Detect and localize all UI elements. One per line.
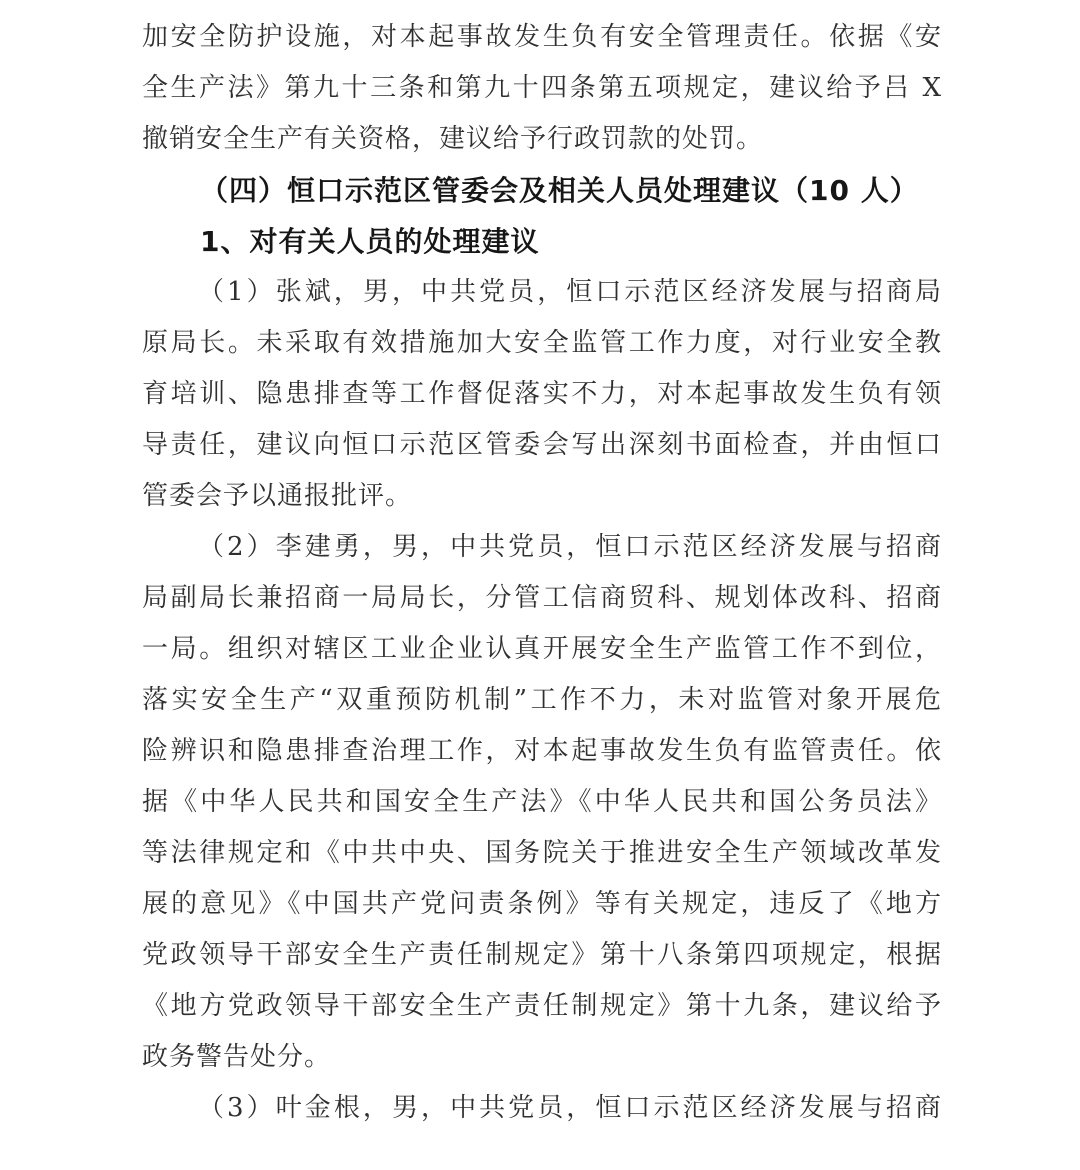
document-line: 撤销安全生产有关资格，建议给予行政罚款的处罚。	[142, 124, 764, 154]
document-heading-line: （四）恒口示范区管委会及相关人员处理建议（10 人）	[200, 174, 919, 207]
document-line: （3）叶金根，男，中共党员，恒口示范区经济发展与招商	[198, 1093, 942, 1123]
document-line: 《地方党政领导干部安全生产责任制规定》第十九条，建议给予	[142, 991, 942, 1021]
document-line: 据《中华人民共和国安全生产法》《中华人民共和国公务员法》	[142, 787, 942, 817]
document-line: 管委会予以通报批评。	[142, 481, 413, 511]
document-line: 一局。组织对辖区工业企业认真开展安全生产监管工作不到位，	[142, 634, 942, 664]
document-line: 全生产法》第九十三条和第九十四条第五项规定，建议给予吕 X	[142, 73, 942, 103]
document-line: 展的意见》《中国共产党问责条例》等有关规定，违反了《地方	[142, 889, 942, 919]
document-line: 导责任，建议向恒口示范区管委会写出深刻书面检查，并由恒口	[142, 430, 942, 460]
document-line: 加安全防护设施，对本起事故发生负有安全管理责任。依据《安	[142, 22, 942, 52]
document-line: 等法律规定和《中共中央、国务院关于推进安全生产领域改革发	[142, 838, 942, 868]
document-line: 党政领导干部安全生产责任制规定》第十八条第四项规定，根据	[142, 940, 942, 970]
document-body	[142, 12, 942, 1134]
document-line: 局副局长兼招商一局局长，分管工信商贸科、规划体改科、招商	[142, 583, 942, 613]
document-line: 原局长。未采取有效措施加大安全监管工作力度，对行业安全教	[142, 328, 942, 358]
document-line: 政务警告处分。	[142, 1042, 332, 1072]
document-line: 落实安全生产“双重预防机制”工作不力，未对监管对象开展危	[142, 685, 942, 715]
document-line: 育培训、隐患排查等工作督促落实不力，对本起事故发生负有领	[142, 379, 942, 409]
document-heading-line: 1、对有关人员的处理建议	[200, 225, 540, 258]
document-line: （1）张斌，男，中共党员，恒口示范区经济发展与招商局	[198, 277, 942, 307]
document-line: （2）李建勇，男，中共党员，恒口示范区经济发展与招商	[198, 532, 942, 562]
document-line: 险辨识和隐患排查治理工作，对本起事故发生负有监管责任。依	[142, 736, 942, 766]
